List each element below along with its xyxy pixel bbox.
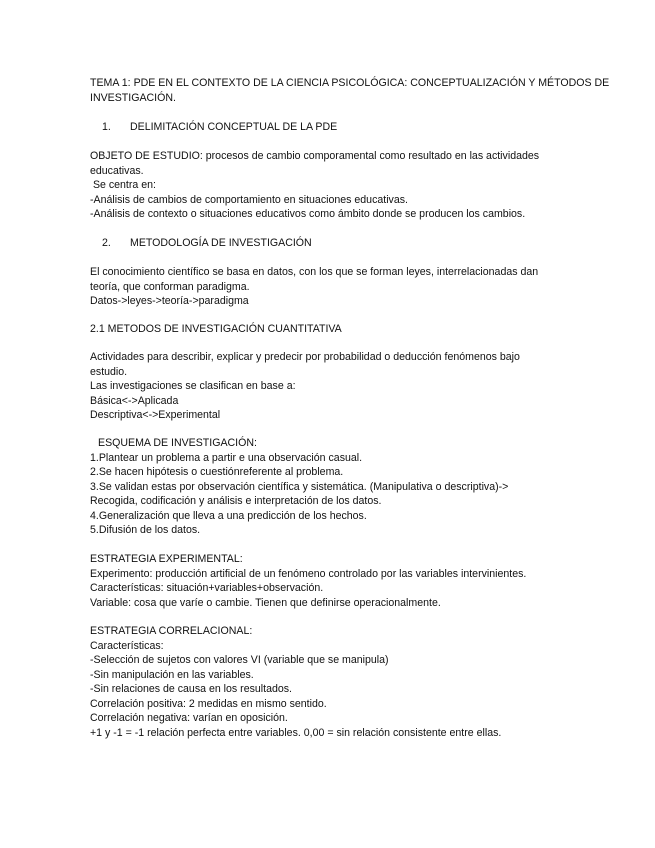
text-line: -Análisis de contexto o situaciones educativos como ámbito donde se producen los cambios. [90, 208, 526, 220]
actividades-paragraph [90, 350, 570, 423]
correlacional-section [90, 624, 570, 740]
text-line: -Análisis de cambios de comportamiento en situaciones educativas. [90, 193, 408, 206]
text-line: Experimento: producción artificial de un fenómeno controlado por las variables intervinientes. [90, 567, 527, 580]
text-line: Recogida, codificación y análisis e interpretación de los datos. [90, 495, 382, 507]
text-line: Básica<->Aplicada [90, 394, 179, 407]
text-line: Correlación positiva: 2 medidas en mismo sentido. [90, 697, 327, 710]
text-line: 5.Difusión de los datos. [90, 524, 201, 536]
section-1-heading [102, 120, 582, 135]
title-line: TEMA 1: PDE EN EL CONTEXTO DE LA CIENCIA PSICOLÓGICA: CONCEPTUALIZACIÓN Y MÉTODOS DE [90, 77, 610, 89]
esquema-heading: ESQUEMA DE INVESTIGACIÓN: [98, 437, 257, 449]
text-line: Características: [90, 639, 164, 652]
text-line: Variable: cosa que varíe o cambie. Tienen que definirse operacionalmente. [90, 596, 441, 609]
section-title: METODOLOGÍA DE INVESTIGACIÓN [130, 237, 312, 249]
text-line: Las investigaciones se clasifican en base a: [90, 380, 296, 392]
text-line: 1.Plantear un problema a partir e una observación casual. [90, 451, 363, 464]
text-line: Correlación negativa: varían en oposición. [90, 712, 288, 724]
text-line: educativas. [90, 164, 144, 177]
text-line: estudio. [90, 365, 128, 378]
section-2-heading [102, 236, 582, 251]
section-2-1-heading [90, 322, 570, 337]
experimental-section [90, 552, 570, 610]
conocimiento-paragraph [90, 265, 570, 309]
text-line: Características: situación+variables+observación. [90, 582, 324, 594]
section-number: 1. [102, 121, 111, 133]
text-line: -Selección de sujetos con valores VI (variable que se manipula) [90, 654, 389, 666]
esquema-section [90, 436, 570, 538]
text-line: ESTRATEGIA EXPERIMENTAL: [90, 553, 243, 565]
text-line: 3.Se validan estas por observación científica y sistemática. (Manipulativa o descriptiva)-> [90, 480, 509, 493]
text-line: +1 y -1 = -1 relación perfecta entre variables. 0,00 = sin relación consistente entre ellas. [90, 726, 502, 739]
text-line: Datos->leyes->teoría->paradigma [90, 295, 249, 307]
text-line: 4.Generalización que lleva a una predicción de los hechos. [90, 509, 367, 522]
section-title: DELIMITACIÓN CONCEPTUAL DE LA PDE [130, 121, 338, 133]
text-line: Actividades para describir, explicar y predecir por probabilidad o deducción fenómenos bajo [90, 351, 520, 363]
document-title [90, 76, 610, 105]
title-line: INVESTIGACIÓN. [90, 91, 176, 104]
text-line: -Sin manipulación en las variables. [90, 668, 254, 681]
objeto-paragraph [90, 149, 570, 222]
text-line: ESTRATEGIA CORRELACIONAL: [90, 625, 253, 637]
text-line: teoría, que conforman paradigma. [90, 280, 250, 293]
text-line: Se centra en: [90, 179, 156, 191]
section-title: 2.1 METODOS DE INVESTIGACIÓN CUANTITATIVA [90, 323, 342, 335]
text-line: El conocimiento científico se basa en datos, con los que se forman leyes, interrelacionadas dan [90, 266, 539, 278]
text-line: OBJETO DE ESTUDIO: procesos de cambio comporamental como resultado en las actividades [90, 150, 540, 162]
text-line: 2.Se hacen hipótesis o cuestiónreferente al problema. [90, 466, 344, 478]
text-line: Descriptiva<->Experimental [90, 409, 221, 421]
text-line: -Sin relaciones de causa en los resultados. [90, 683, 292, 695]
section-number: 2. [102, 237, 111, 249]
